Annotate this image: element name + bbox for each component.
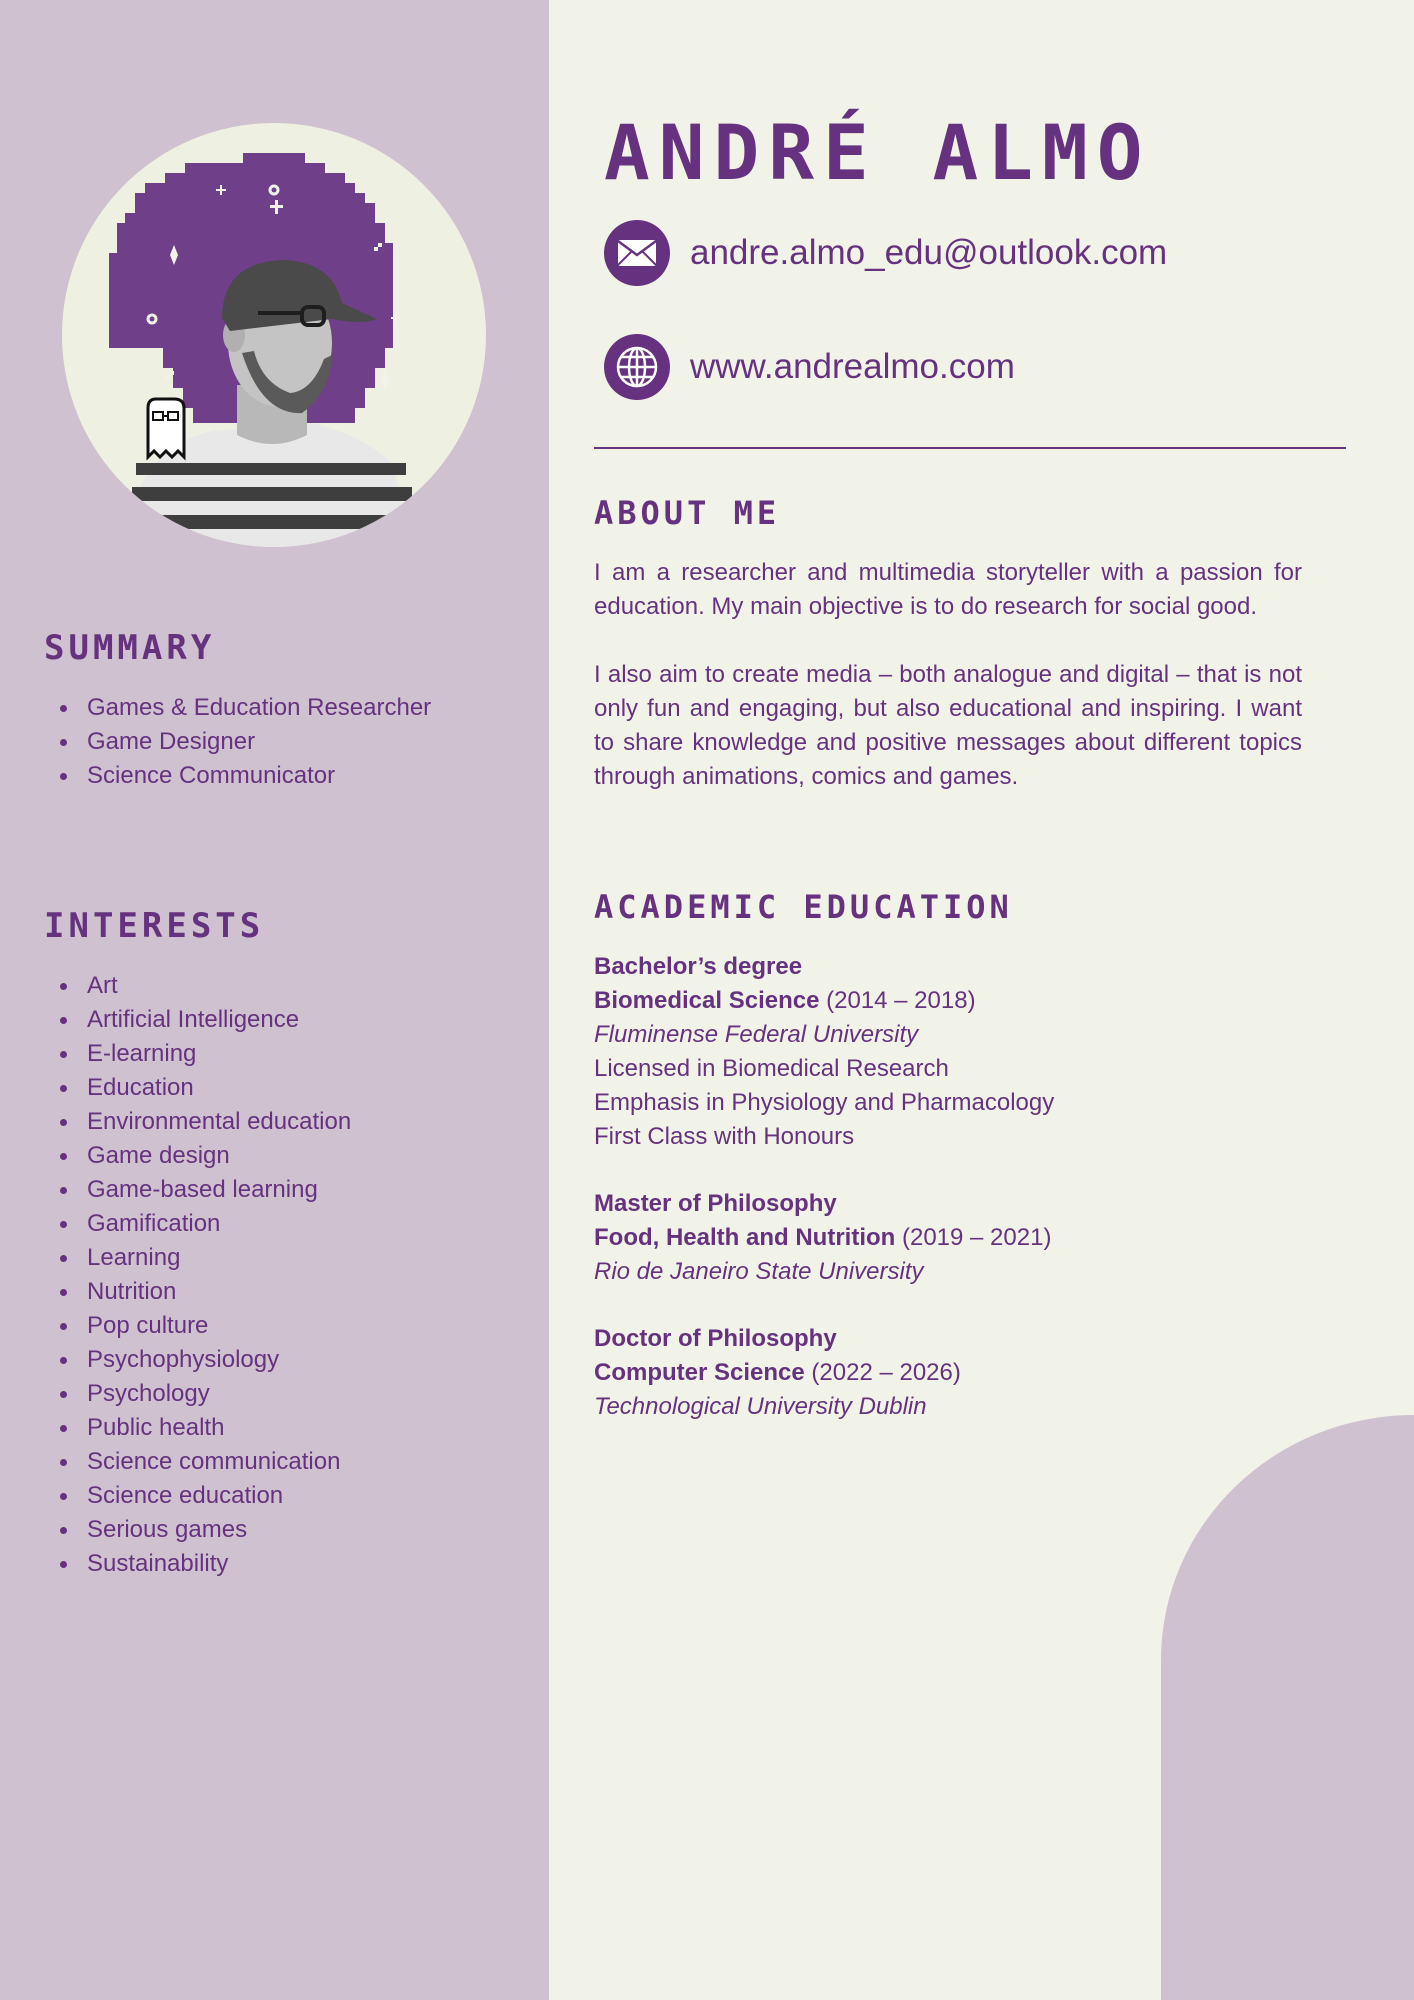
profile-photo-illustration (62, 123, 486, 547)
list-item: Gamification (44, 1207, 351, 1241)
about-heading: ABOUT ME (594, 494, 781, 532)
degree-title: Doctor of Philosophy (594, 1325, 837, 1352)
list-item: Psychophysiology (44, 1343, 351, 1377)
degree-note: Licensed in Biomedical Research (594, 1055, 949, 1082)
degree-field-line (594, 1356, 1314, 1390)
institution: Rio de Janeiro State University (594, 1258, 924, 1285)
degree-title: Master of Philosophy (594, 1190, 837, 1217)
list-item: Psychology (44, 1377, 351, 1411)
list-item: Art (44, 969, 351, 1003)
website-contact[interactable] (604, 334, 1015, 400)
list-item: Game Designer (44, 725, 431, 759)
website-link[interactable]: www.andrealmo.com (690, 347, 1015, 386)
list-item: Science education (44, 1479, 351, 1513)
list-item: Science Communicator (44, 759, 431, 793)
degree-note: Emphasis in Physiology and Pharmacology (594, 1089, 1055, 1116)
interests-heading: INTERESTS (44, 906, 265, 946)
envelope-icon (604, 220, 670, 286)
list-item: Learning (44, 1241, 351, 1275)
degree-note: First Class with Honours (594, 1123, 855, 1150)
about-paragraph: I also aim to create media – both analogue and digital – that is not only fun and engaging, but also educational and inspiring. I want to share knowledge and positive messages about different topics through animations, comics and games. (594, 661, 1302, 790)
list-item: Serious games (44, 1513, 351, 1547)
interests-list (44, 969, 351, 1581)
institution: Technological University Dublin (594, 1393, 927, 1420)
list-item: Science communication (44, 1445, 351, 1479)
list-item: Artificial Intelligence (44, 1003, 351, 1037)
list-item: Public health (44, 1411, 351, 1445)
education-entry-master (594, 1187, 1314, 1289)
degree-years: (2014 – 2018) (819, 987, 976, 1014)
degree-field: Food, Health and Nutrition (594, 1224, 896, 1251)
list-item: Games & Education Researcher (44, 691, 431, 725)
section-divider (594, 447, 1346, 449)
degree-field: Biomedical Science (594, 987, 820, 1014)
education-entry-bachelor (594, 950, 1314, 1154)
email-contact[interactable] (604, 220, 1167, 286)
about-text (594, 556, 1302, 794)
degree-field: Computer Science (594, 1359, 805, 1386)
person-name: ANDRÉ ALMO (604, 108, 1152, 197)
list-item: Sustainability (44, 1547, 351, 1581)
decorative-arch (1161, 1415, 1414, 2000)
list-item: Pop culture (44, 1309, 351, 1343)
summary-heading: SUMMARY (44, 628, 216, 668)
globe-icon (604, 334, 670, 400)
education-entry-doctorate (594, 1322, 1314, 1424)
summary-list (44, 691, 431, 793)
degree-years: (2019 – 2021) (895, 1224, 1052, 1251)
email-link[interactable]: andre.almo_edu@outlook.com (690, 233, 1168, 272)
list-item: Education (44, 1071, 351, 1105)
degree-field-line (594, 1221, 1314, 1255)
list-item: Game-based learning (44, 1173, 351, 1207)
degree-field-line (594, 984, 1314, 1018)
degree-years: (2022 – 2026) (804, 1359, 961, 1386)
list-item: Environmental education (44, 1105, 351, 1139)
institution: Fluminense Federal University (594, 1021, 919, 1048)
list-item: Nutrition (44, 1275, 351, 1309)
profile-photo (62, 123, 486, 547)
about-paragraph: I am a researcher and multimedia storyteller with a passion for education. My main objective is to do research for social good. (594, 559, 1302, 620)
list-item: E-learning (44, 1037, 351, 1071)
list-item: Game design (44, 1139, 351, 1173)
degree-title: Bachelor’s degree (594, 953, 803, 980)
education-heading: ACADEMIC EDUCATION (594, 888, 1013, 926)
